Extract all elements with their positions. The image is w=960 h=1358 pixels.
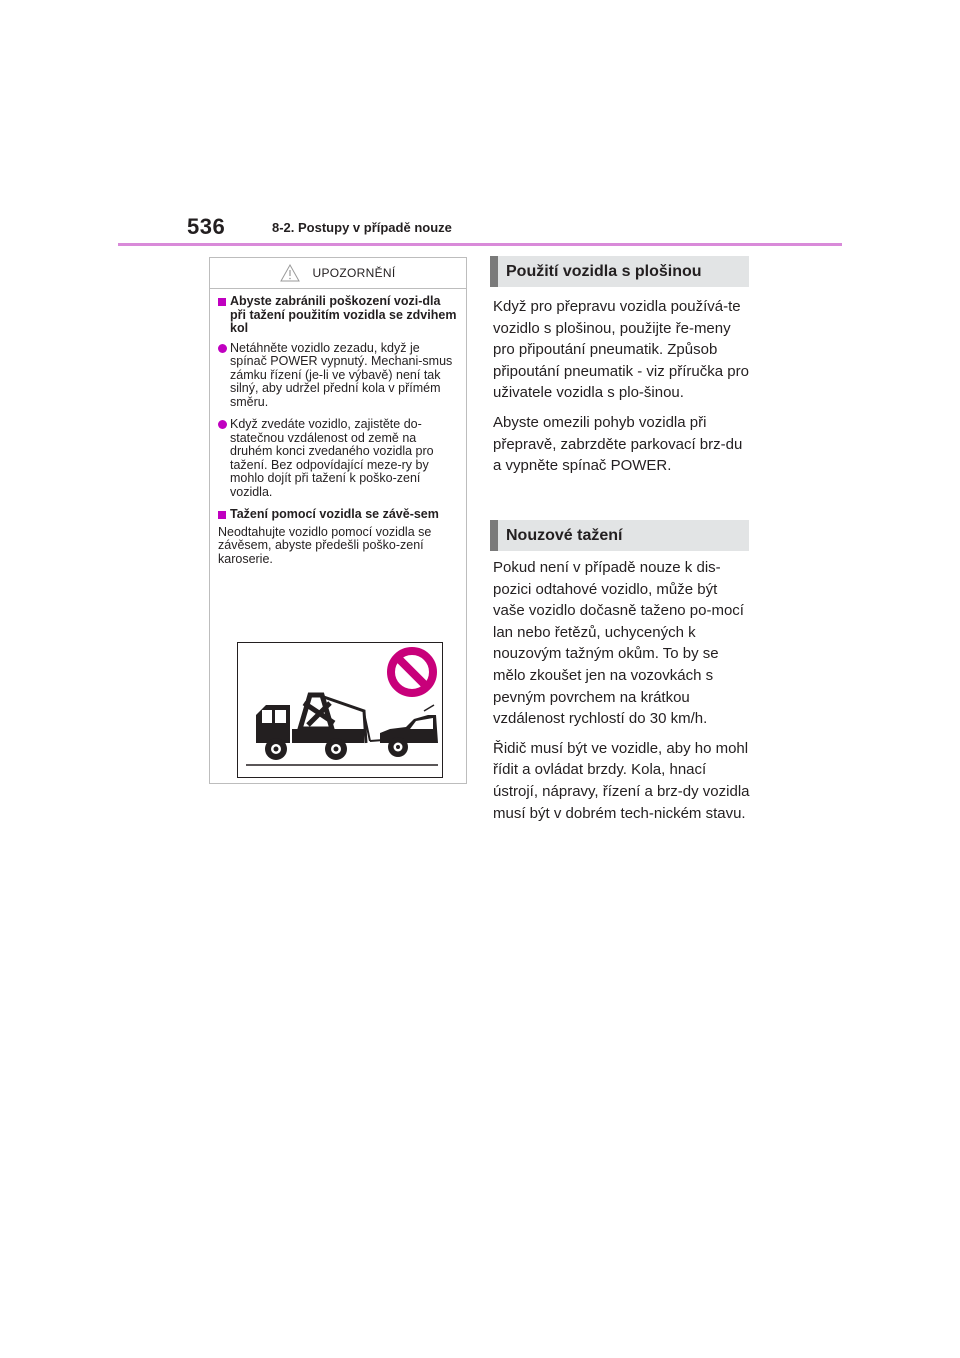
warning-header [210,258,466,289]
square-bullet-icon [218,298,226,306]
dot-bullet-icon [218,420,227,429]
warning-label: UPOZORNĚNÍ [312,266,396,280]
warning-heading [218,508,457,522]
warning-bullet [218,342,457,410]
paragraph: Pokud není v případě nouze k dis-pozici odtahové vozidlo, může být vaše vozidlo dočasně taženo po-mocí lan nebo řetězů, uchycených k nouzovým tažným okům. To by se mělo zkoušet jen na vozovkách s pevným povrchem na krátkou vzdálenost rychlostí do 30 km/h. [493,559,744,728]
warning-triangle-icon [280,264,300,282]
paragraph: Abyste omezili pohyb vozidla při přepravě, zabrzděte parkovací brz-du a vypněte spínač POWER. [493,413,743,475]
prohibition-icon [391,651,433,693]
section-heading-text: Nouzové tažení [506,526,623,544]
section-heading-text: Použití vozidla s plošinou [506,262,702,280]
warning-heading-text: Abyste zabránili poškození vozi-dla při tažení použitím vozidla se zdvihem kol [230,294,457,335]
section-heading-flatbed [490,256,749,287]
warning-content [210,289,466,566]
page-number: 536 [187,214,226,239]
warning-heading-text: Tažení pomocí vozidla se závě-sem [230,507,439,521]
warning-bullet-text: Netáhněte vozidlo zezadu, když je spínač POWER vypnutý. Mechani-smus zámku řízení (je-li ve výbavě) není tak silný, aby udržel přední kola v přímém směru. [230,340,453,409]
dot-bullet-icon [218,344,227,353]
warning-box [209,257,467,784]
warning-heading [218,295,457,336]
paragraph: Řidič musí být ve vozidle, aby ho mohl řídit a ovládat brzdy. Kola, hnací ústrojí, nápravy, řízení a brz-dy vozidla musí být v dobrém tech-nickém stavu. [493,739,750,822]
tow-truck-illustration [237,642,443,778]
header-rule [118,243,842,246]
paragraph: Když pro přepravu vozidla používá-te vozidlo s plošinou, použijte ře-meny pro připoutání pneumatik. Způsob připoutání pneumatik - viz příručka pro uživatele vozidla s plo-šinou. [493,298,749,402]
warning-bullet [218,418,457,499]
section-heading-emergency-towing [490,520,749,551]
warning-bullet-text: Když zvedáte vozidlo, zajistěte do-statečnou vzdálenost od země na druhém konci zvedaného vozidla pro tažení. Bez odpovídající meze-ry by mohlo dojít při tažení k poško-zení vozidla. [230,417,434,499]
section-title: 8-2. Postupy v případě nouze [272,220,452,235]
square-bullet-icon [218,511,226,519]
section-body-flatbed [493,296,751,485]
warning-text: Neodtahujte vozidlo pomocí vozidla se závěsem, abyste předešli poško-zení karoserie. [218,524,432,566]
section-body-emergency-towing [493,557,751,832]
